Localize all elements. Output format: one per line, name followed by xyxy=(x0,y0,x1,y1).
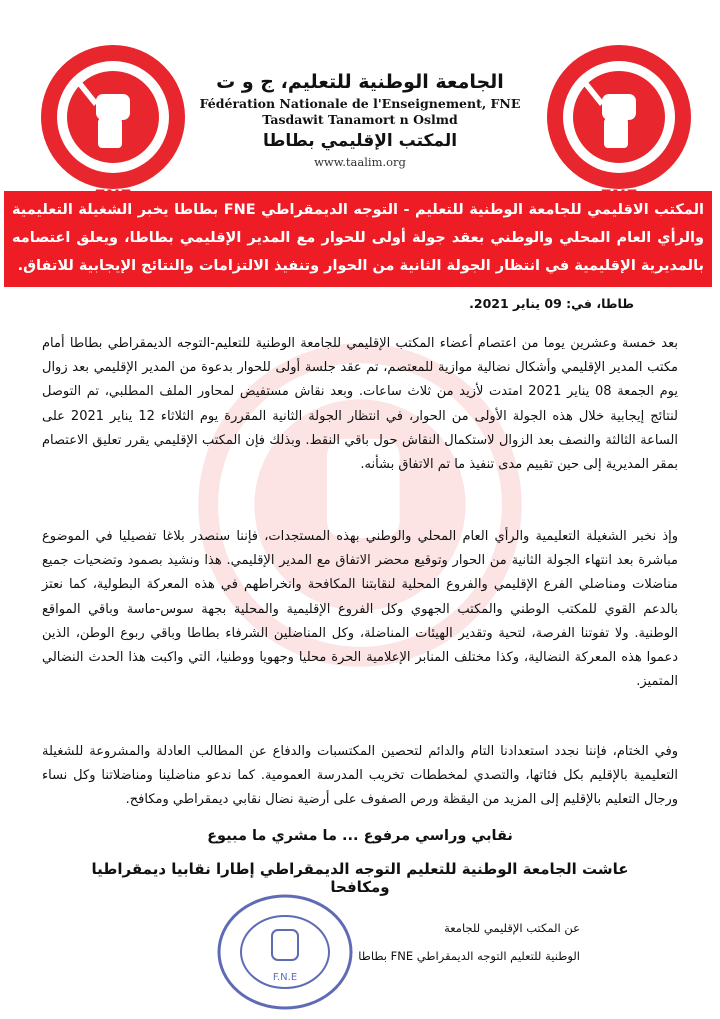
body-paragraph-3: وفي الختام، فإننا نجدد استعدادنا التام والدائم لتحصين المكتسبات والدفاع عن المطالب العادلة والمشروعة للشغيلة التعليمية بالإقليم بكل فئاتها، والتصدي لمخططات تخريب المدرسة العمومية. كما ندعو مناضلينا ومناضلاتنا وكل نساء ورجال التعليم بالإقليم إلى المزيد من اليقظة ورص الصفوف على أرضية نضال نقابي ديمقراطي ومكافح. xyxy=(42,744,678,808)
document-date: طاطا، في: 09 يناير 2021. xyxy=(469,296,634,311)
headline-banner: المكتب الاقليمي للجامعة الوطنية للتعليم - التوجه الديمقراطي FNE بطاطا يخبر الشغيلة التعليمية والرأي العام المحلي والوطني بعقد جولة أولى للحوار مع المدير الإقليمي بطاطا، ويعلق اعتصامه بالمديرية الإقليمية في انتظار الجولة الثانية من الحوار وتنفيذ الالتزامات والنتائج الإيجابية للاتفاق. xyxy=(4,191,712,287)
official-stamp xyxy=(210,890,360,1015)
body-paragraph-2: وإذ نخبر الشغيلة التعليمية والرأي العام المحلي والوطني بهذه المستجدات، فإننا سنصدر بلاغا تفصيليا في الموضوع مباشرة بعد انتهاء الجولة الثانية من الحوار وتوقيع محضر الاتفاق مع المدير الإقليمي. هذا ونشيد بصمود وتضحيات جميع مناضلات ومناضلي الفرع الإقليمي والفروع المحلية لنقابتنا المكافحة وانخراطهم في هذه المعركة البطولية، كما نعتز بالدعم القوي للمكتب الوطني والمكتب الجهوي وكل الفروع الإقليمية والمحلية بجهة سوس-ماسة وباقي المواقع الوطنية. ولا تفوتنا الفرصة، لتحية وتقدير الهيئات المناضلة، وكل المناضلين الشرفاء بطاطا وباقي ربوع الوطن، الذين دعموا هذه المعركة النضالية، وكذا مختلف المنابر الإعلامية الحرة محليا وجهويا ووطنيا، التي واكبت هذا الحدث النضالي المتميز. xyxy=(42,529,678,690)
signature-block xyxy=(358,914,580,970)
slogan-2: عاشت الجامعة الوطنية للتعليم التوجه الديمقراطي إطارا نقابيا ديمقراطيا ومكافحا xyxy=(91,860,629,896)
slogan-1: نقابي وراسي مرفوع ... ما مشري ما مبيوع xyxy=(207,828,513,844)
org-title-french: Fédération Nationale de l'Enseignement, FNE xyxy=(199,96,521,111)
org-title-amazigh: Tasdawit Tanamort n Oslmd xyxy=(262,112,458,127)
stamp-acronym: F.N.E xyxy=(272,972,298,983)
office-name: المكتب الإقليمي بطاطا xyxy=(262,131,458,151)
org-title-arabic: الجامعة الوطنية للتعليم، ج و ت xyxy=(216,71,504,93)
fne-logo-right xyxy=(544,42,694,207)
body-paragraph-1: بعد خمسة وعشرين يوما من اعتصام أعضاء المكتب الإقليمي للجامعة الوطنية للتعليم-التوجه الديمقراطي بطاطا أمام مكتب المدير الإقليمي وأشكال نضالية موازية للمعتصم، تم عقد جلسة أولى للحوار بدعوة من المدير الإقليمي بعد زوال يوم الجمعة 08 يناير 2021 امتدت لأزيد من ثلاث ساعات. وبعد نقاش مستفيض لمحاور الملف المطلبي، تم التوصل لنتائج إيجابية خلال هذه الجولة الأولى من الحوار، في انتظار الجولة الثانية المقررة يوم الثلاثاء 12 يناير 2021 على الساعة الثالثة والنصف بعد الزوال لاستكمال النقاش حول باقي النقط. وبذلك فإن المكتب الإقليمي يقرر تعليق الاعتصام بمقر المديرية إلى حين تقييم مدى تنفيذ ما تم الاتفاق بشأنه. xyxy=(42,336,679,473)
fne-logo-left xyxy=(38,42,188,207)
signature-line-2: الوطنية للتعليم التوجه الديمقراطي FNE بطاطا xyxy=(358,949,580,963)
signature-line-1: عن المكتب الإقليمي للجامعة xyxy=(444,921,580,935)
letterhead xyxy=(190,70,530,169)
website: www.taalim.org xyxy=(314,155,406,169)
